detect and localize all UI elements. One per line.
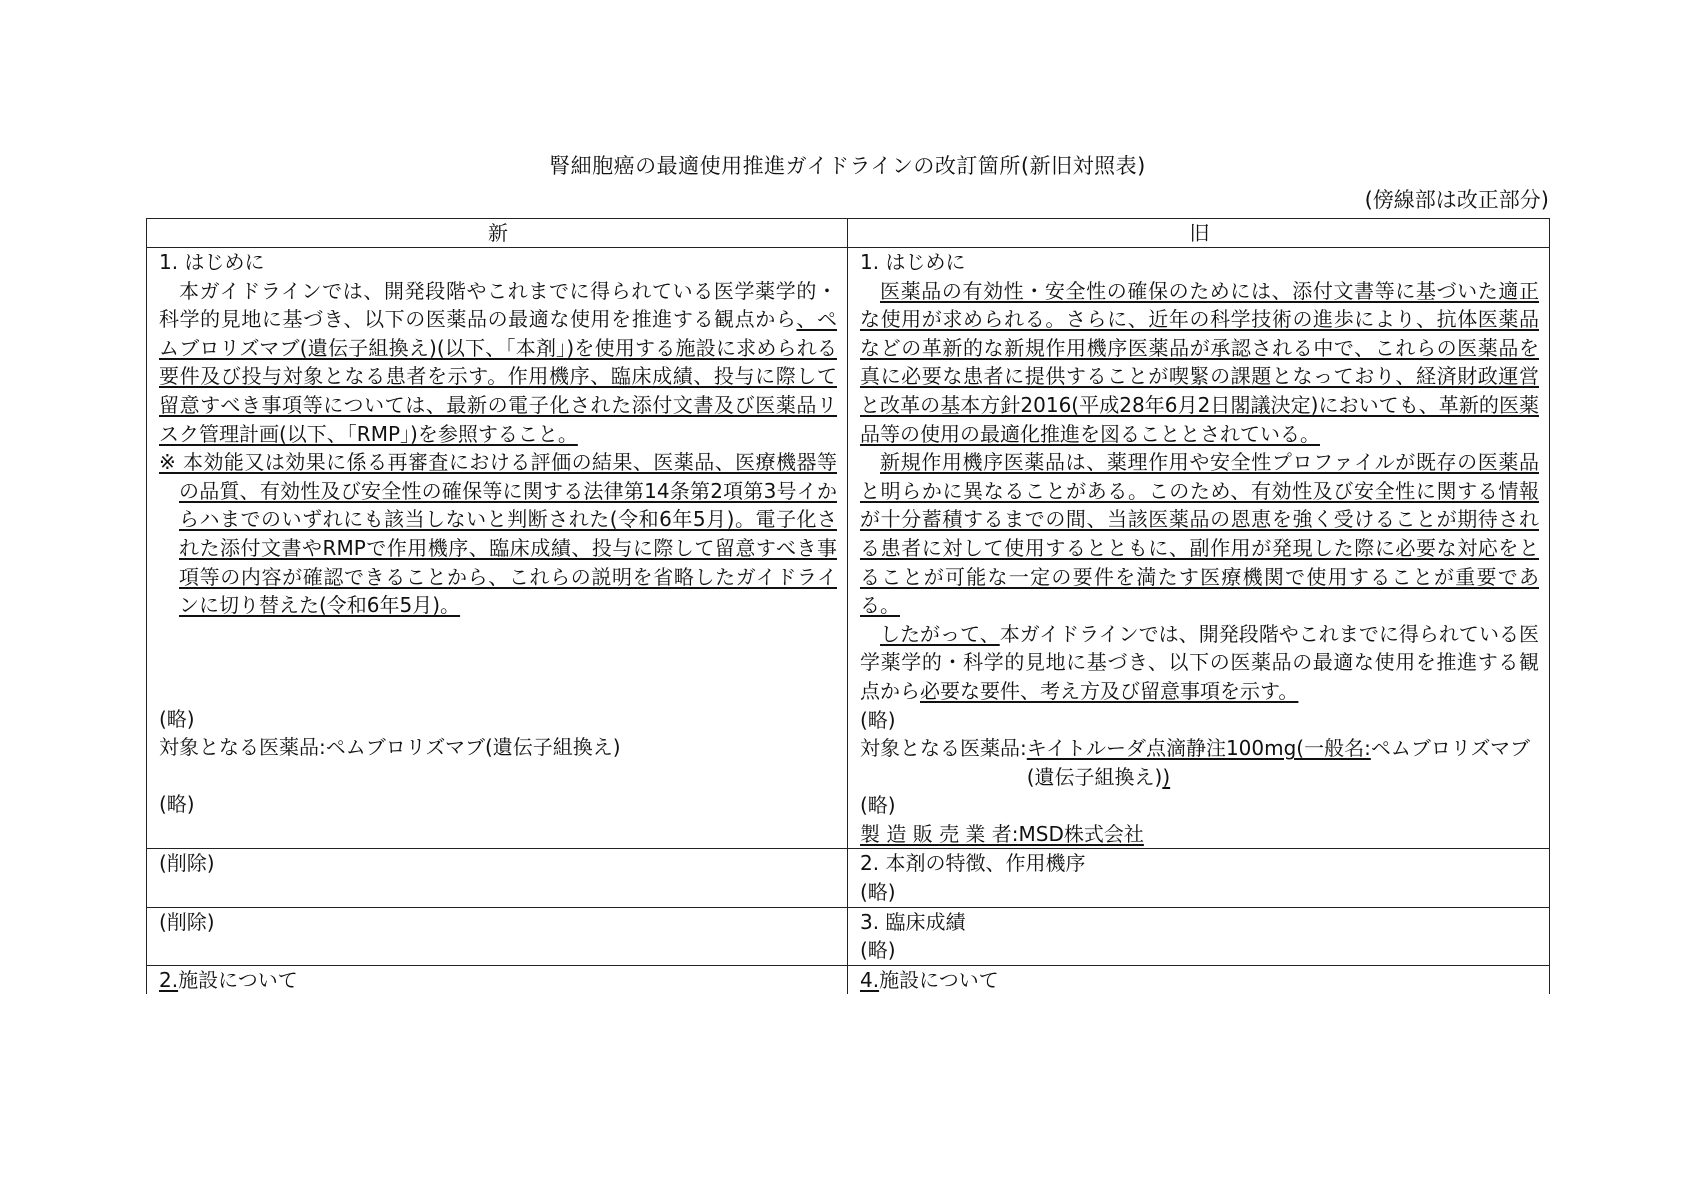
underlined-text: 医薬品の有効性・安全性の確保のためには、添付文書等に基づいた適正な使用が求められる。さらに、近年の科学技術の進歩により、抗体医薬品などの革新的な新規作用機序医薬品が承認される中で、これらの医薬品を真に必要な患者に提供することが喫緊の課題となっており、経済財政運営と改革の基本方針2016(平成28年6月2日閣議決定)においても、革新的医薬品等の使用の最適化推進を図ることとされている。 bbox=[860, 278, 1539, 446]
underlined-text: ) bbox=[1162, 764, 1171, 789]
manufacturer bbox=[860, 820, 1539, 849]
abbreviation-mark: (略) bbox=[860, 938, 896, 963]
table-row-features bbox=[147, 849, 1550, 907]
paragraph bbox=[860, 620, 1539, 706]
table-row-clinical bbox=[147, 907, 1550, 965]
cell-new-facilities bbox=[147, 965, 848, 994]
paragraph bbox=[860, 277, 1539, 449]
target-drug bbox=[860, 734, 1539, 791]
section-heading: 1. はじめに bbox=[159, 250, 265, 274]
table-row-facilities bbox=[147, 965, 1550, 994]
underlined-text: 新規作用機序医薬品は、薬理作用や安全性プロファイルが既存の医薬品と明らかに異なることがある。このため、有効性及び安全性に関する情報が十分蓄積するまでの間、当該医薬品の恩恵を強く受けることが期待される患者に対して使用するとともに、副作用が発現した際に必要な対応をとることが可能な一定の要件を満たす医療機関で使用することが重要である。 bbox=[860, 450, 1539, 618]
abbreviation-mark: (略) bbox=[159, 706, 195, 731]
text-segment: 本ガイドラインでは、開発段階やこれまでに得られている医学薬学的・科学的見地に基づき、以下の医薬品の最適な使用を推進する観点から bbox=[159, 278, 837, 332]
section-number: 2. bbox=[159, 967, 179, 992]
cell-old-clinical bbox=[848, 907, 1550, 965]
cell-new-clinical bbox=[147, 907, 848, 965]
underlined-text: キイトルーダ点滴静注100mg(一般名: bbox=[1026, 736, 1371, 761]
text-segment: ペムブロリズマブ(遺伝子組換え) bbox=[1026, 736, 1531, 789]
table-row-introduction bbox=[147, 248, 1550, 849]
target-drug bbox=[159, 733, 837, 762]
section-heading: 1. はじめに bbox=[860, 250, 966, 274]
section-number: 4. bbox=[860, 967, 880, 992]
deleted-mark: (削除) bbox=[159, 851, 215, 876]
header-new: 新 bbox=[147, 219, 848, 248]
manufacturer-value: MSD株式会社 bbox=[1018, 821, 1144, 846]
manufacturer-label: 製 造 販 売 業 者: bbox=[860, 821, 1019, 846]
cell-old-features bbox=[848, 849, 1550, 907]
page-title: 腎細胞癌の最適使用推進ガイドラインの改訂箇所(新旧対照表) bbox=[549, 154, 1146, 178]
abbreviation-mark: (略) bbox=[860, 793, 896, 818]
target-drug-label: 対象となる医薬品: bbox=[860, 736, 1027, 761]
target-drug-label: 対象となる医薬品: bbox=[159, 735, 326, 760]
cell-old-introduction bbox=[848, 248, 1550, 849]
spacer bbox=[159, 620, 837, 705]
text-segment: 本ガイドラインでは、開発段階やこれまでに得られている医学薬学的・科学的見地に基づき、以下の医薬品の最適な使用を推進する観点から bbox=[860, 621, 1539, 703]
spacer bbox=[159, 819, 837, 847]
underlined-text: 必要な要件、考え方及び留意事項を示す。 bbox=[920, 678, 1299, 703]
section-heading bbox=[159, 966, 837, 995]
underlined-text: したがって、 bbox=[880, 621, 1000, 646]
target-drug-value bbox=[1027, 734, 1539, 791]
spacer bbox=[159, 762, 837, 790]
reexamination-note: ※ 本効能又は効果に係る再審査における評価の結果、医薬品、医療機器等の品質、有効性及び安全性の確保等に関する法律第14条第2項第3号イからハまでのいずれにも該当しないと判断された(令和6年5月)。電子化された添付文書やRMPで作用機序、臨床成績、投与に際して留意すべき事項等の内容が確認できることから、これらの説明を省略したガイドラインに切り替えた(令和6年5月)。 bbox=[159, 450, 837, 618]
section-title: 施設について bbox=[879, 967, 999, 992]
cell-new-features bbox=[147, 849, 848, 907]
section-heading: 2. 本剤の特徴、作用機序 bbox=[860, 851, 1086, 876]
cell-new-introduction bbox=[147, 248, 848, 849]
paragraph bbox=[159, 277, 837, 449]
header-old: 旧 bbox=[848, 219, 1550, 248]
header-row bbox=[147, 219, 1550, 248]
deleted-mark: (削除) bbox=[159, 909, 215, 934]
underline-note: (傍線部は改正部分) bbox=[1364, 188, 1549, 212]
comparison-table bbox=[146, 218, 1550, 994]
section-heading: 3. 臨床成績 bbox=[860, 909, 966, 934]
target-drug-value: ペムブロリズマブ(遺伝子組換え) bbox=[325, 735, 621, 760]
abbreviation-mark: (略) bbox=[860, 707, 896, 732]
section-title: 施設について bbox=[178, 967, 298, 992]
underlined-text: 、ペムブロリズマブ(遺伝子組換え)(以下、「本剤」)を使用する施設に求められる要件及び投与対象となる患者を示す。作用機序、臨床成績、投与に際して留意すべき事項等については、最新の電子化された添付文書及び医薬品リスク管理計画(以下、「RMP」)を参照すること。 bbox=[159, 307, 838, 446]
cell-old-facilities bbox=[848, 965, 1550, 994]
abbreviation-mark: (略) bbox=[159, 791, 195, 816]
abbreviation-mark: (略) bbox=[860, 880, 896, 905]
section-heading bbox=[860, 966, 1539, 995]
paragraph bbox=[860, 448, 1539, 620]
